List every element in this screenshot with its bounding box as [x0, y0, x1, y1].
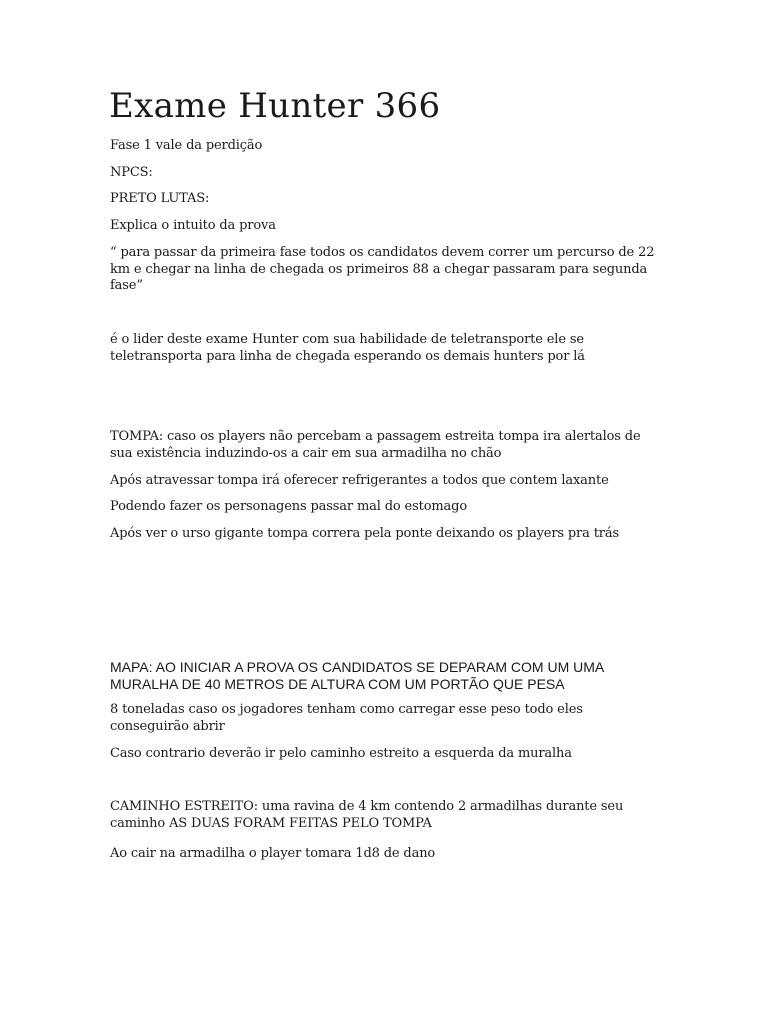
paragraph-caminho-estreito: CAMINHO ESTREITO: uma ravina de 4 km contendo 2 armadilhas durante seu caminho AS DUAS FORAM FEITAS PELO TOMPA: [110, 799, 624, 831]
paragraph-leader: é o lider deste exame Hunter com sua habilidade de teletransporte ele se teletransporta para linha de chegada esperando os demais hunters por lá: [110, 332, 585, 364]
paragraph-estomago: Podendo fazer os personagens passar mal do estomago: [110, 499, 467, 514]
paragraph-armadilha-dano: Ao cair na armadilha o player tomara 1d8 de dano: [110, 846, 436, 861]
paragraph-phase: Fase 1 vale da perdição: [110, 138, 263, 153]
paragraph-mapa: MAPA: AO INICIAR A PROVA OS CANDIDATOS SE DEPARAM COM UM UMA MURALHA DE 40 METROS DE ALTURA COM UM PORTÃO QUE PESA: [110, 659, 604, 692]
paragraph-laxante: Após atravessar tompa irá oferecer refrigerantes a todos que contem laxante: [110, 473, 609, 488]
paragraph-tompa: TOMPA: caso os players não percebam a passagem estreita tompa ira alertalos de sua existência induzindo-os a cair em sua armadilha no chão: [110, 429, 641, 461]
paragraph-preto-lutas: PRETO LUTAS:: [110, 191, 210, 206]
paragraph-caso-contrario: Caso contrario deverão ir pelo caminho estreito a esquerda da muralha: [110, 746, 572, 761]
document-title: Exame Hunter 366: [109, 86, 441, 126]
paragraph-explains: Explica o intuito da prova: [110, 218, 276, 233]
paragraph-urso: Após ver o urso gigante tompa correra pela ponte deixando os players pra trás: [110, 526, 619, 541]
paragraph-quote: “ para passar da primeira fase todos os candidatos devem correr um percurso de 22 km e chegar na linha de chegada os primeiros 88 a chegar passaram para segunda fase”: [110, 245, 655, 293]
paragraph-npcs: NPCS:: [110, 165, 153, 180]
paragraph-toneladas: 8 toneladas caso os jogadores tenham como carregar esse peso todo eles conseguirão abrir: [110, 702, 583, 734]
